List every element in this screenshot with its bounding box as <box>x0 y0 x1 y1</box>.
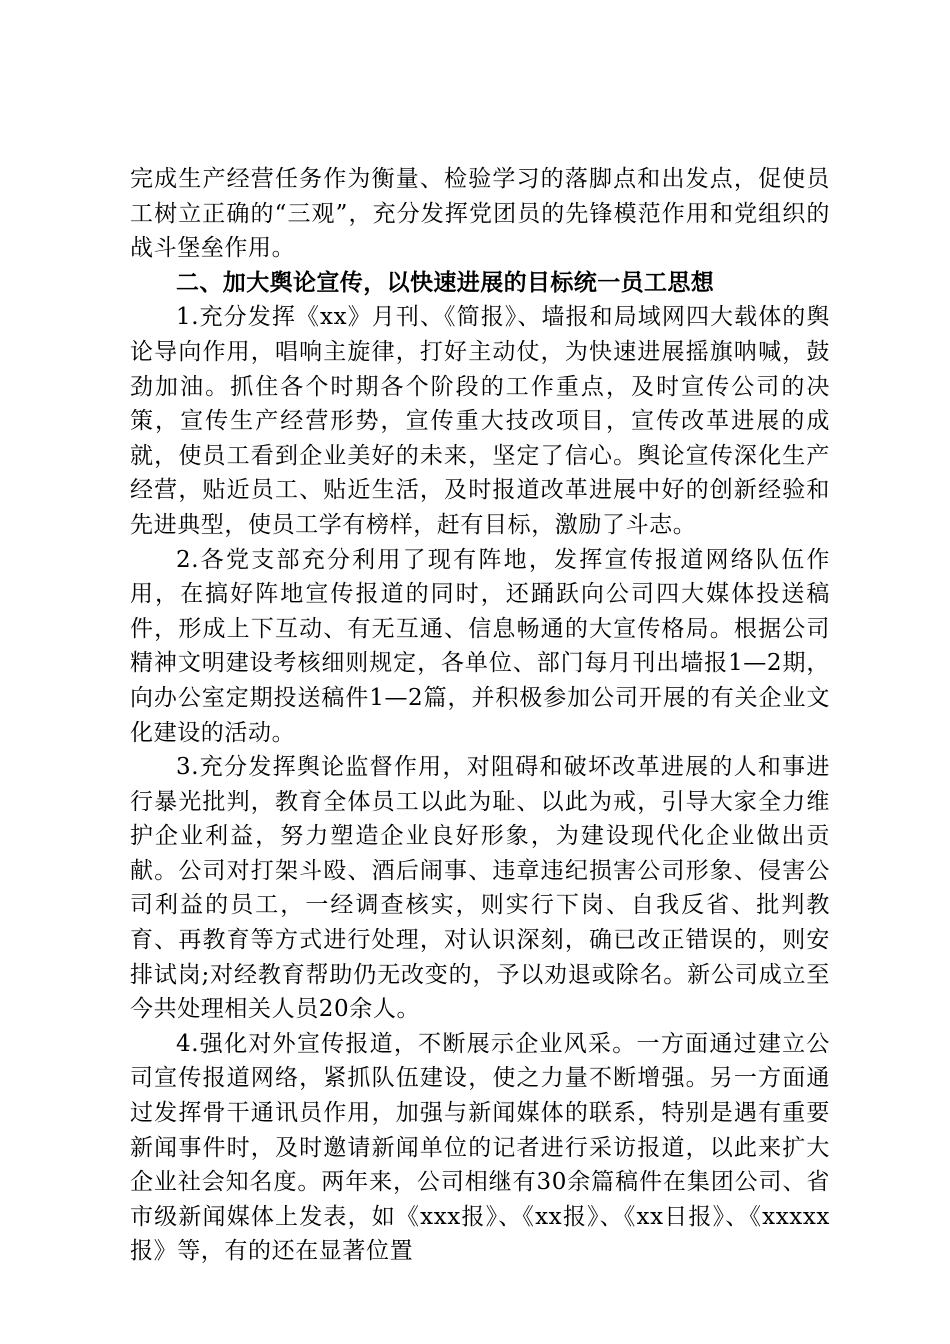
section-heading: 二、加大舆论宣传，以快速进展的目标统一员工思想 <box>176 269 715 296</box>
paragraph-1: 1.充分发挥《xx》月刊、《简报》、墙报和局域网四大载体的舆论导向作用，唱响主旋律，打好主动仗，为快速进展摇旗呐喊，鼓劲加油。抓住各个时期各个阶段的工作重点，及时宣传公司的决策，宣传生产经营形势，宣传重大技改项目，宣传改革进展的成就，使员工看到企业美好的未来，坚定了信心。舆论宣传深化生产经营，贴近员工、贴近生活，及时报道改革进展中好的创新经验和先进典型，使员工学有榜样，赶有目标，激励了斗志。 <box>130 304 830 538</box>
paragraph-4: 4.强化对外宣传报道，不断展示企业风采。一方面通过建立公司宣传报道网络，紧抓队伍建设，使之力量不断增强。另一方面通过发挥骨干通讯员作用，加强与新闻媒体的联系，特别是遇有重要新闻事件时，及时邀请新闻单位的记者进行采访报道，以此来扩大企业社会知名度。两年来，公司相继有30余篇稿件在集团公司、省市级新闻媒体上发表，如《xxx报》、《xx报》、《xx日报》、《xxxxx报》等，有的还在显著位置 <box>130 1030 830 1265</box>
intro-paragraph: 完成生产经营任务作为衡量、检验学习的落脚点和出发点，促使员工树立正确的“三观”，充分发挥党团员的先锋模范作用和党组织的战斗堡垒作用。 <box>130 166 830 262</box>
document-page <box>130 162 830 1269</box>
paragraph-3: 3.充分发挥舆论监督作用，对阻碍和破坏改革进展的人和事进行暴光批判，教育全体员工以此为耻、以此为戒，引导大家全力维护企业利益，努力塑造企业良好形象，为建设现代化企业做出贡献。公司对打架斗殴、酒后闹事、违章违纪损害公司形象、侵害公司利益的员工，一经调查核实，则实行下岗、自我反省、批判教育、再教育等方式进行处理，对认识深刻，确已改正错误的，则安排试岗;对经教育帮助仍无改变的，予以劝退或除名。新公司成立至今共处理相关人员20余人。 <box>130 754 830 1023</box>
paragraph-2: 2.各党支部充分利用了现有阵地，发挥宣传报道网络队伍作用，在搞好阵地宣传报道的同时，还踊跃向公司四大媒体投送稿件，形成上下互动、有无互通、信息畅通的大宣传格局。根据公司精神文明建设考核细则规定，各单位、部门每月刊出墙报1—2期，向办公室定期投送稿件1—2篇，并积极参加公司开展的有关企业文化建设的活动。 <box>130 546 830 746</box>
